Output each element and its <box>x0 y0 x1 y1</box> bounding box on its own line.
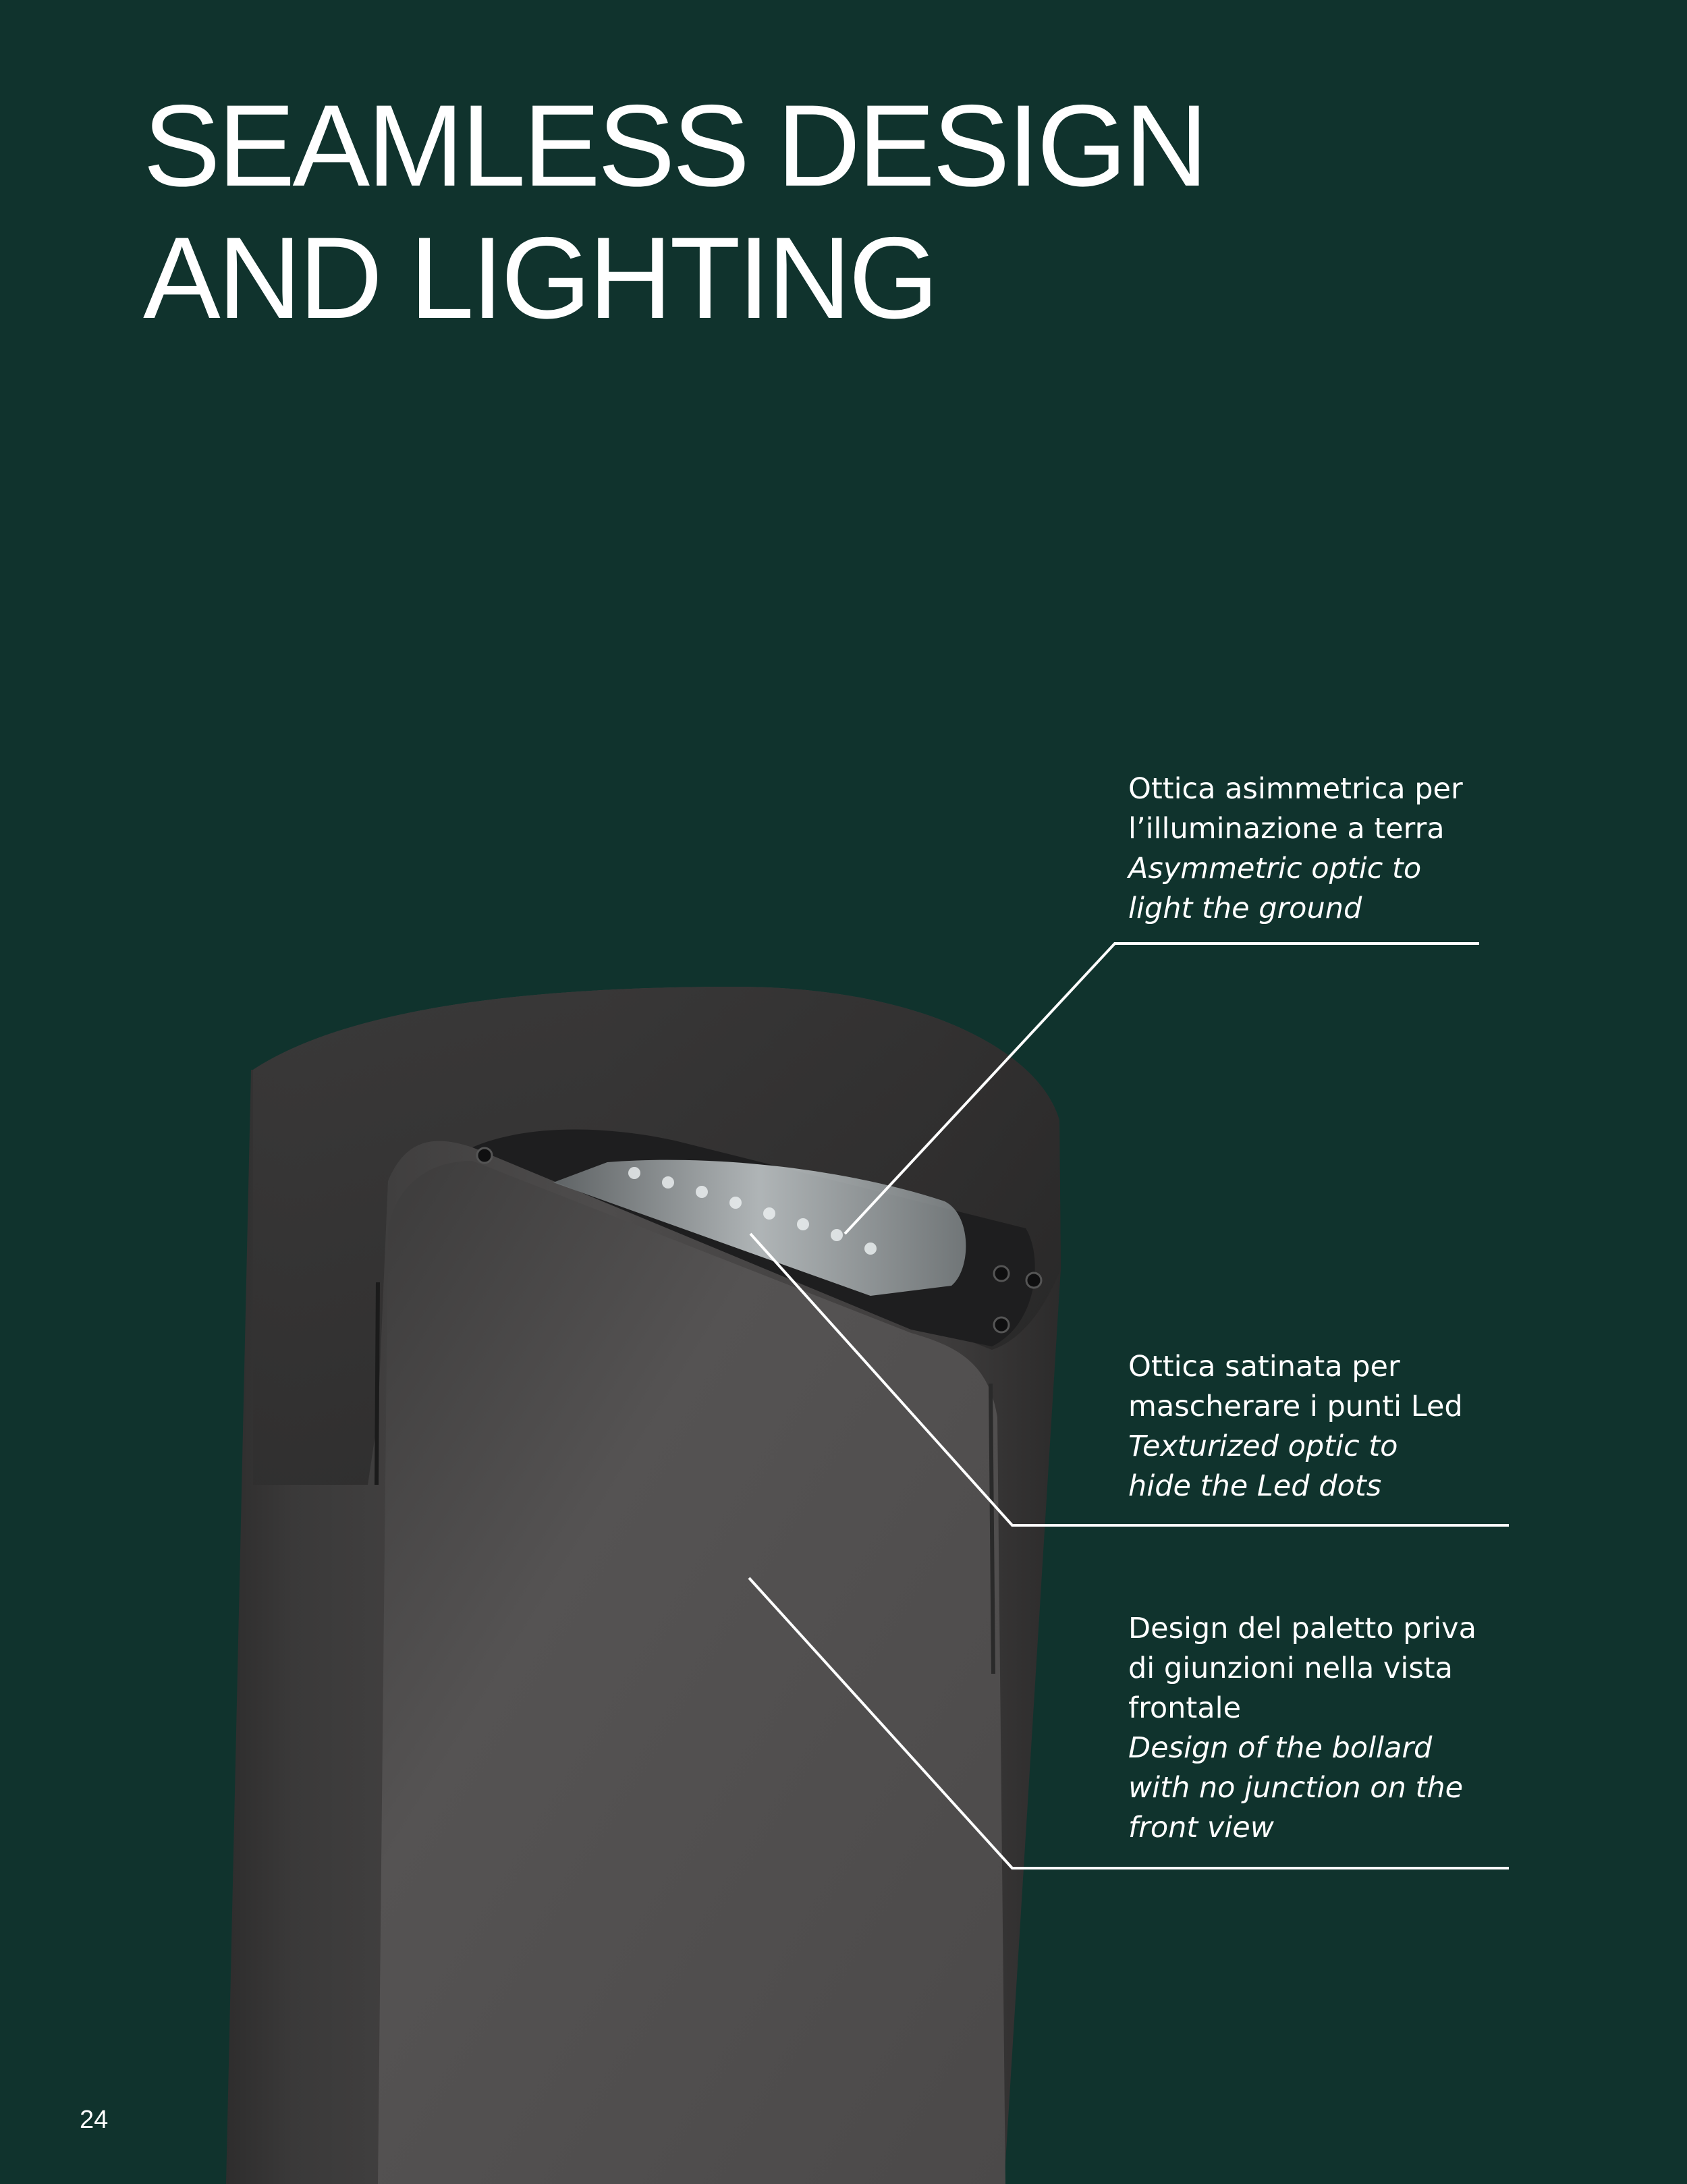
callout-1-italian-line-2: l’illuminazione a terra <box>1128 812 1445 846</box>
callout-3-italian-line-1: Design del paletto priva <box>1128 1612 1476 1645</box>
callout-1-italian-line-1: Ottica asimmetrica per <box>1128 772 1463 806</box>
callout-2-italian-line-2: mascherare i punti Led <box>1128 1390 1463 1423</box>
callout-asymmetric-optic <box>1128 769 1506 929</box>
callout-2-italian-line-1: Ottica satinata per <box>1128 1350 1400 1384</box>
callout-3-english-line-1: Design of the bollard <box>1128 1731 1433 1765</box>
callout-1-english-line-1: Asymmetric optic to <box>1128 852 1422 885</box>
callout-3-english-line-3: front view <box>1128 1811 1274 1845</box>
callout-2-english-line-1: Texturized optic to <box>1128 1429 1398 1463</box>
title-line-2: AND LIGHTING <box>143 213 937 343</box>
callout-3-italian-line-2: di giunzioni nella vista <box>1128 1651 1453 1685</box>
title-line-1: SEAMLESS DESIGN <box>143 81 1206 211</box>
callout-texturized-optic <box>1128 1347 1506 1506</box>
callout-2-english-line-2: hide the Led dots <box>1128 1469 1382 1503</box>
callout-3-english-line-2: with no junction on the <box>1128 1771 1464 1805</box>
callout-1-english-line-2: light the ground <box>1128 892 1362 925</box>
callout-3-italian-line-3: frontale <box>1128 1691 1242 1725</box>
page-number: 24 <box>80 2106 109 2134</box>
callout-seamless-design <box>1128 1609 1506 1848</box>
